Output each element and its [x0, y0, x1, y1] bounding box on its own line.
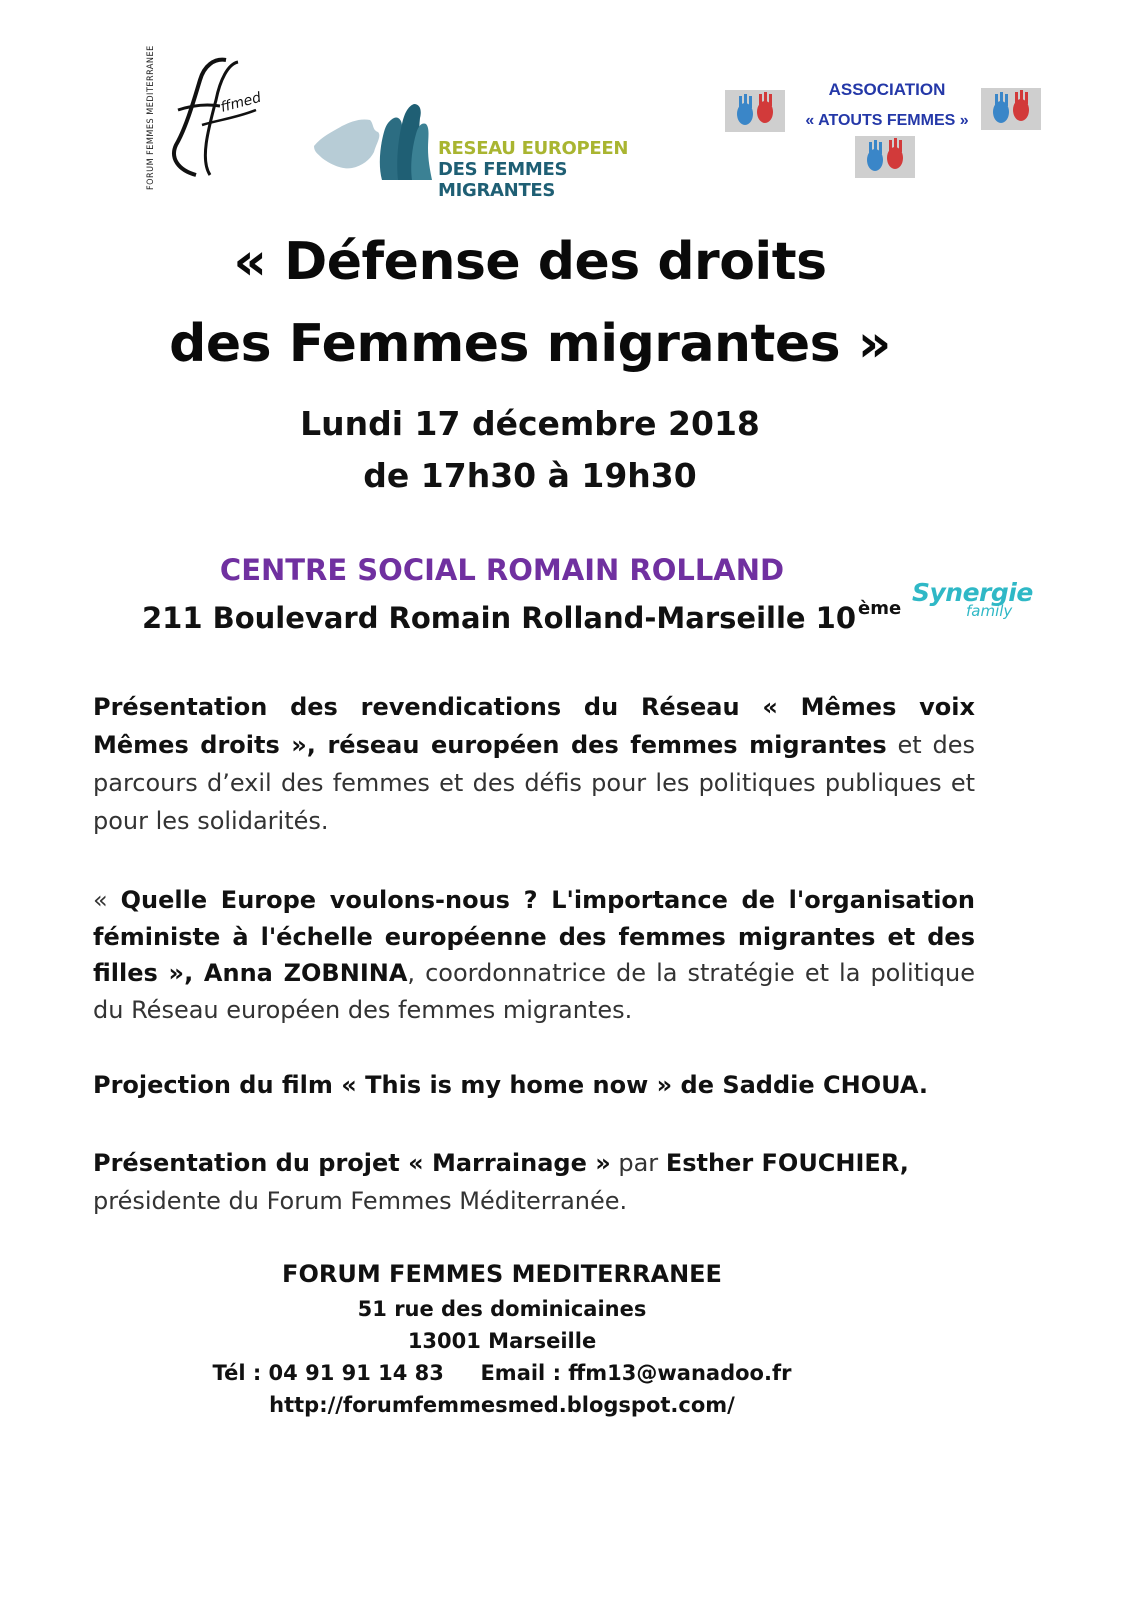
- footer-city: 13001 Marseille: [407, 1329, 597, 1353]
- atouts-femmes-logo: [725, 78, 1050, 180]
- event-title-line-1: « Défense des droits: [233, 232, 827, 292]
- europe-map-women-icon: [312, 96, 437, 188]
- p2-rest: , coordonnatrice de la stratégie et la politique du Réseau européen des femmes migrantes.: [93, 959, 975, 1024]
- footer-organization: FORUM FEMMES MEDITERRANEE: [282, 1260, 722, 1288]
- event-date: Lundi 17 décembre 2018: [300, 404, 760, 443]
- venue-address-suffix: ème: [858, 598, 902, 619]
- program-paragraph-4: [93, 1144, 975, 1220]
- p4-bold-1: Présentation du projet « Marrainage »: [93, 1149, 611, 1177]
- atouts-line-1: ASSOCIATION: [828, 80, 946, 99]
- p2-open-quote: «: [93, 886, 121, 914]
- p3-bold: Projection du film « This is my home now » de Saddie CHOUA.: [93, 1071, 929, 1099]
- footer-url[interactable]: http://forumfemmesmed.blogspot.com/: [269, 1393, 735, 1417]
- reseau-line-2: DES FEMMES MIGRANTES: [438, 159, 568, 201]
- program-paragraph-3: [93, 1066, 975, 1104]
- ffm-logo-mark-icon: [138, 50, 263, 200]
- reseau-logo-text: [438, 138, 657, 201]
- synergie-family-logo: [912, 578, 1032, 628]
- p4-mid: par: [610, 1149, 666, 1177]
- svg-text:ffmed: ffmed: [218, 89, 263, 116]
- atouts-line-2: « ATOUTS FEMMES »: [805, 112, 969, 129]
- program-paragraph-1: [93, 688, 975, 840]
- p4-bold-2: Esther FOUCHIER,: [665, 1149, 909, 1177]
- ffm-logo-vertical-text: FORUM FEMMES MEDITERRANEE: [146, 45, 156, 190]
- event-time: de 17h30 à 19h30: [363, 456, 697, 495]
- program-paragraph-2: [93, 882, 975, 1028]
- footer-street: 51 rue des dominicaines: [357, 1297, 647, 1321]
- synergie-word: Synergie: [912, 578, 1033, 607]
- p2-bold: Quelle Europe voulons-nous ? L'importance de l'organisation féministe à l'échelle européenne des femmes migrantes et des filles », Anna ZOBNINA: [93, 886, 975, 987]
- p1-bold: Présentation des revendications du Réseau « Mêmes voix Mêmes droits », réseau européen des femmes migrantes: [93, 693, 975, 759]
- hands-icon: [981, 88, 1041, 130]
- reseau-logo: [312, 96, 657, 201]
- venue-name: CENTRE SOCIAL ROMAIN ROLLAND: [219, 553, 785, 587]
- event-title-line-2: des Femmes migrantes »: [169, 314, 891, 374]
- hands-icon: [725, 90, 785, 132]
- reseau-line-1: RESEAU EUROPEEN: [438, 138, 629, 159]
- synergie-family-word: family: [966, 602, 1013, 620]
- p1-rest: et des parcours d’exil des femmes et des défis pour les politiques publiques et pour les solidarités.: [93, 731, 975, 835]
- p4-rest: présidente du Forum Femmes Méditerranée.: [93, 1187, 628, 1215]
- footer-contact: Tél : 04 91 91 14 83 Email : ffm13@wanadoo.fr: [212, 1361, 792, 1385]
- ffm-logo: [138, 45, 263, 200]
- hands-icon: [855, 136, 915, 178]
- venue-address: [142, 598, 901, 635]
- venue-address-text: 211 Boulevard Romain Rolland-Marseille 10: [142, 601, 857, 635]
